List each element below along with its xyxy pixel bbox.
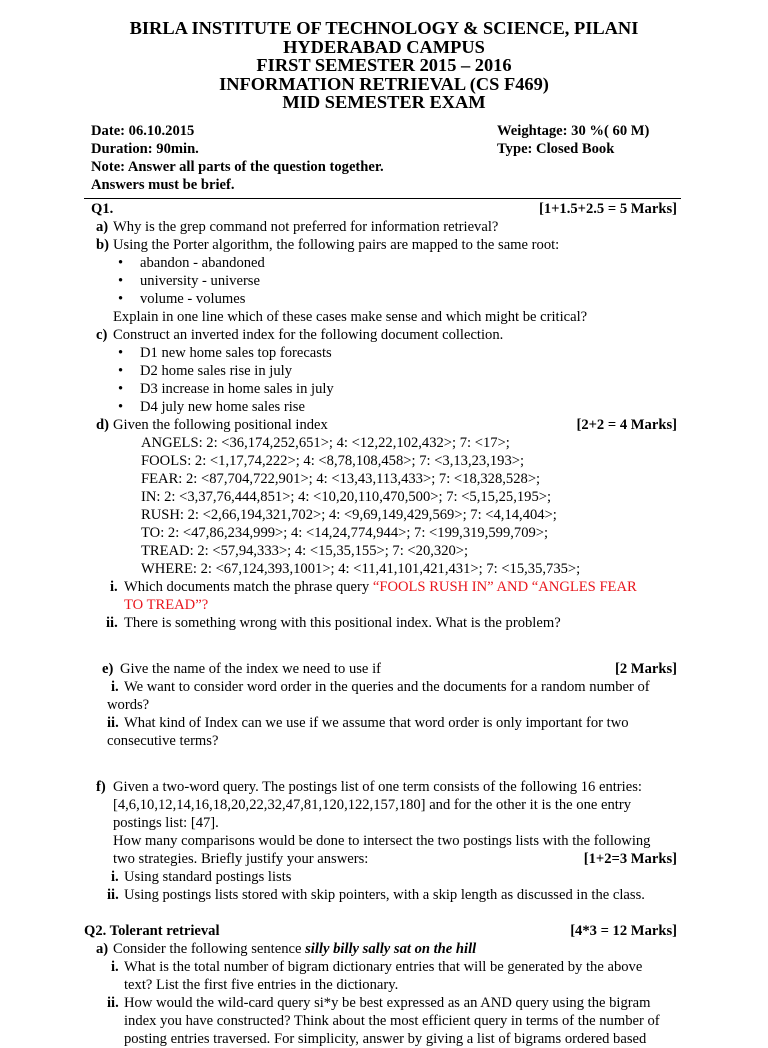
- list-item: • D3 increase in home sales in july: [118, 381, 334, 397]
- q1e-label: e): [102, 661, 114, 677]
- q1b-label: b): [96, 237, 109, 253]
- bullet-icon: •: [118, 363, 124, 379]
- list-item: • D1 new home sales top forecasts: [118, 345, 332, 361]
- exam-type: Type: Closed Book: [497, 141, 615, 157]
- list-item: • D4 july new home sales rise: [118, 399, 305, 415]
- q2a-label: a): [96, 941, 109, 957]
- phrase-query-cont: TO TREAD”?: [124, 597, 209, 613]
- q1f-ii-label: ii.: [107, 887, 119, 903]
- q2a-i: i. What is the total number of bigram dictionary entries that will be generated by the above: [111, 959, 643, 975]
- course-title: INFORMATION RETRIEVAL (CS F469): [219, 73, 549, 94]
- q1d-ii: [0, 614, 768, 632]
- semester: FIRST SEMESTER 2015 – 2016: [256, 55, 512, 76]
- q2a-ii: ii. How would the wild-card query si*y be best expressed as an AND query using the bigram: [107, 995, 651, 1011]
- bullet-icon: •: [118, 255, 124, 271]
- q1d-marks: [2+2 = 4 Marks]: [576, 417, 677, 433]
- exam-title: MID SEMESTER EXAM: [282, 92, 486, 113]
- q1c: [0, 326, 768, 344]
- q1f-i: i. Using standard postings lists: [111, 869, 292, 885]
- q2a-i-label: i.: [111, 959, 119, 975]
- q2a: [0, 940, 768, 958]
- q2a-sentence: silly billy sally sat on the hill: [305, 941, 477, 957]
- q1e-marks: [2 Marks]: [614, 661, 677, 677]
- q1c-text: Construct an inverted index for the following document collection.: [113, 327, 504, 343]
- list-item: • abandon - abandoned: [118, 255, 265, 271]
- q2a-text: Consider the following sentence: [113, 941, 302, 957]
- q1f-line3: postings list: [47].: [113, 815, 219, 831]
- q1f-marks: [1+2=3 Marks]: [583, 851, 677, 867]
- q1f-line5: two strategies. Briefly justify your answers: [1+2=3 Marks]: [113, 851, 677, 867]
- q1e-i-label: i.: [111, 679, 119, 695]
- q1b-followup: Explain in one line which of these cases make sense and which might be critical?: [113, 309, 588, 325]
- q1d-i-label: i.: [110, 579, 118, 595]
- list-item: • university - universe: [118, 273, 260, 289]
- q1b: [0, 236, 768, 254]
- q1f: f) Given a two-word query. The postings list of one term consists of the following 16 entries:: [96, 779, 642, 795]
- index-entry: WHERE: 2: <67,124,393,1001>; 4: <11,41,101,421,431>; 7: <15,35,735>;: [141, 561, 581, 577]
- exam-meta: [91, 122, 679, 194]
- q1f-i-label: i.: [111, 869, 119, 885]
- list-item: • volume - volumes: [118, 291, 246, 307]
- phrase-query: “FOOLS RUSH IN” AND “ANGLES FEAR: [372, 579, 637, 595]
- q2a-ii-cont: index you have constructed? Think about the most efficient query in terms of the number of: [124, 1013, 660, 1029]
- index-entry: FOOLS: 2: <1,17,74,222>; 4: <8,78,108,458>; 7: <3,13,23,193>;: [141, 453, 525, 469]
- index-entry: TREAD: 2: <57,94,333>; 4: <15,35,155>; 7: <20,320>;: [141, 543, 469, 559]
- q1a: [0, 218, 768, 236]
- index-entry: TO: 2: <47,86,234,999>; 4: <14,24,774,944>; 7: <199,319,599,709>;: [141, 525, 549, 541]
- q1f-line2: [4,6,10,12,14,16,18,20,22,32,47,81,120,122,157,180] and for the other it is the one entry: [113, 797, 632, 813]
- q1d-i-text: Which documents match the phrase query: [124, 579, 370, 595]
- q2a-ii-label: ii.: [107, 995, 119, 1011]
- q1c-label: c): [96, 327, 108, 343]
- bullet-icon: •: [118, 291, 124, 307]
- exam-note: Note: Answer all parts of the question together.: [91, 159, 384, 175]
- q1f-ii: ii. Using postings lists stored with skip pointers, with a skip length as discussed in the class.: [107, 887, 645, 903]
- q1d-ii-label: ii.: [106, 615, 118, 631]
- q1f-label: f): [96, 779, 106, 795]
- q1-label: Q1.: [91, 201, 114, 217]
- q1e-text: Give the name of the index we need to use if: [120, 661, 381, 677]
- q2a-ii-cont2: posting entries traversed. For simplicity, answer by giving a list of bigrams ordered based: [124, 1031, 647, 1047]
- q1d: [0, 416, 768, 434]
- q2-marks: [4*3 = 12 Marks]: [570, 923, 677, 939]
- index-entry: RUSH: 2: <2,66,194,321,702>; 4: <9,69,149,429,569>; 7: <4,14,404>;: [141, 507, 557, 523]
- institute-name: BIRLA INSTITUTE OF TECHNOLOGY & SCIENCE, PILANI: [129, 18, 639, 38]
- q1f-line4: How many comparisons would be done to intersect the two postings lists with the following: [113, 833, 651, 849]
- q1-heading: [0, 200, 768, 218]
- q1d-ii-text: There is something wrong with this positional index. What is the problem?: [124, 615, 561, 631]
- index-entry: IN: 2: <3,37,76,444,851>; 4: <10,20,110,470,500>; 7: <5,15,25,195>;: [141, 489, 552, 505]
- bullet-icon: •: [118, 381, 124, 397]
- list-item: • D2 home sales rise in july: [118, 363, 292, 379]
- exam-duration: Duration: 90min.: [91, 141, 199, 157]
- bullet-icon: •: [118, 399, 124, 415]
- q1e-ii-cont: consecutive terms?: [107, 733, 219, 749]
- q2a-i-cont: text? List the first five entries in the dictionary.: [124, 977, 399, 993]
- q1-marks: [1+1.5+2.5 = 5 Marks]: [538, 201, 677, 217]
- q1d-label: d): [96, 417, 109, 433]
- q1e: [0, 660, 768, 678]
- q1e-i: i. We want to consider word order in the queries and the documents for a random number of: [111, 679, 650, 695]
- q2-heading: [0, 922, 768, 940]
- q1a-label: a): [96, 219, 109, 235]
- q1d-i: [0, 578, 768, 596]
- q2-label: Q2. Tolerant retrieval: [84, 923, 220, 939]
- q1d-i-cont: [0, 596, 768, 614]
- q1e-i-cont: words?: [107, 697, 150, 713]
- q1d-text: Given the following positional index: [113, 417, 328, 433]
- header-divider: [84, 198, 681, 199]
- bullet-icon: •: [118, 273, 124, 289]
- q1e-ii: ii. What kind of Index can we use if we assume that word order is only important for two: [107, 715, 629, 731]
- exam-brief-note: Answers must be brief.: [91, 177, 235, 193]
- exam-date: Date: 06.10.2015: [91, 123, 195, 139]
- exam-header: [0, 0, 768, 112]
- index-entry: FEAR: 2: <87,704,722,901>; 4: <13,43,113,433>; 7: <18,328,528>;: [141, 471, 541, 487]
- exam-body: [0, 200, 768, 1048]
- q1b-text: Using the Porter algorithm, the following pairs are mapped to the same root:: [113, 237, 560, 253]
- index-entry: ANGELS: 2: <36,174,252,651>; 4: <12,22,102,432>; 7: <17>;: [141, 435, 510, 451]
- campus-name: HYDERABAD CAMPUS: [283, 36, 485, 57]
- q1e-ii-label: ii.: [107, 715, 119, 731]
- exam-weightage: Weightage: 30 %( 60 M): [497, 123, 650, 139]
- bullet-icon: •: [118, 345, 124, 361]
- q1a-text: Why is the grep command not preferred for information retrieval?: [113, 219, 499, 235]
